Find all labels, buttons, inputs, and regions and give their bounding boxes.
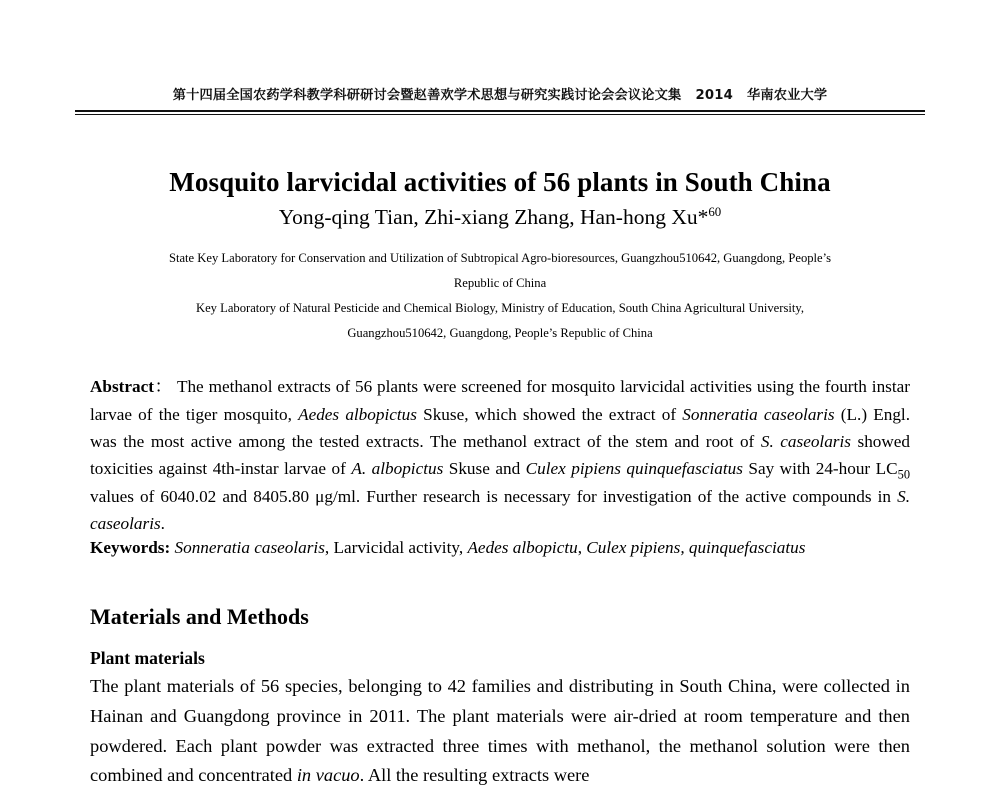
page-title: Mosquito larvicidal activities of 56 plants in South China xyxy=(169,167,831,198)
abstract-text-1: The methanol extracts of 56 plants were screened for mosquito larvicidal activities using the fourth instar larvae of the tiger mosquito, xyxy=(90,377,910,424)
lc50-subscript: 50 xyxy=(897,467,910,482)
running-header xyxy=(75,84,925,103)
keywords-label: Keywords: xyxy=(90,538,171,558)
keyword-term: Larvicidal activity xyxy=(333,538,459,558)
author-names: Yong-qing Tian, Zhi-xiang Zhang, Han-hong Xu* xyxy=(278,205,709,229)
latin-phrase: in vacuo xyxy=(296,765,360,786)
abstract-text-4: showed toxicities against 4th-instar larvae of xyxy=(90,432,911,479)
keyword-term: Culex pipiens, quinquefasciatus xyxy=(586,538,806,558)
species-name: S. caseolaris xyxy=(90,486,910,534)
affiliation-line: Guangzhou510642, Guangdong, People’s Republic of China xyxy=(347,326,653,340)
species-name: Culex pipiens quinquefasciatus xyxy=(525,459,743,479)
body-text-2: . All the resulting extracts were xyxy=(359,765,590,786)
body-paragraph xyxy=(90,672,910,790)
species-name: S. caseolaris xyxy=(760,432,851,451)
proceedings-year: 2014 xyxy=(695,88,733,103)
author-affiliation-marker: 60 xyxy=(708,204,722,219)
abstract-text-3: (L.) Engl. was the most active among the tested extracts. The methanol extract of the stem and root of xyxy=(90,404,910,451)
keyword-separator: , xyxy=(324,538,334,558)
abstract-text-2: Skuse, which showed the extract of xyxy=(416,404,683,424)
species-name: A. albopictus xyxy=(351,459,444,479)
affiliation-line: Key Laboratory of Natural Pesticide and Chemical Biology, Ministry of Education, South China Agricultural University, xyxy=(196,301,804,315)
section-heading-materials-and-methods: Materials and Methods xyxy=(90,604,309,630)
abstract-text-6: Say with 24-hour LC xyxy=(742,459,898,479)
proceedings-organization: 华南农业大学 xyxy=(746,88,828,103)
keyword-term: Sonneratia caseolaris xyxy=(174,538,325,558)
body-text-1: The plant materials of 56 species, belonging to 42 families and distributing in South China, were collected in Hainan and Guangdong province in 2011. The plant materials were air-dried at room temperature and then powdered. Each plant powder was extracted three times with methanol, the methanol solution were then combined and concentrated xyxy=(90,676,910,786)
abstract-separator: ： xyxy=(153,377,173,397)
species-name: Aedes albopictus xyxy=(298,404,417,424)
abstract-text-7: values of 6040.02 and 8405.80 μg/ml. Further research is necessary for investigation of the active compounds in xyxy=(90,486,898,506)
abstract-paragraph xyxy=(90,373,910,537)
keyword-separator: , xyxy=(458,538,468,558)
abstract-text-8: . xyxy=(160,514,165,534)
author-list xyxy=(70,204,930,231)
keyword-term: Aedes albopictu xyxy=(467,538,578,558)
affiliation-block xyxy=(85,246,915,346)
affiliation-line: Republic of China xyxy=(453,276,547,290)
keywords-line xyxy=(90,534,910,561)
keyword-separator: , xyxy=(577,538,587,558)
abstract-label: Abstract xyxy=(90,377,154,397)
header-divider-rule xyxy=(75,110,925,115)
proceedings-title: 第十四届全国农药学科教学科研研讨会暨赵善欢学术思想与研究实践讨论会会议论文集 xyxy=(172,88,682,103)
abstract-text-5: Skuse and xyxy=(443,459,526,479)
species-name: Sonneratia caseolaris xyxy=(682,404,835,424)
affiliation-line: State Key Laboratory for Conservation and Utilization of Subtropical Agro-bioresources, Guangzhou510642, Guangdong, People’s xyxy=(168,251,832,265)
subsection-heading-plant-materials: Plant materials xyxy=(90,647,205,668)
